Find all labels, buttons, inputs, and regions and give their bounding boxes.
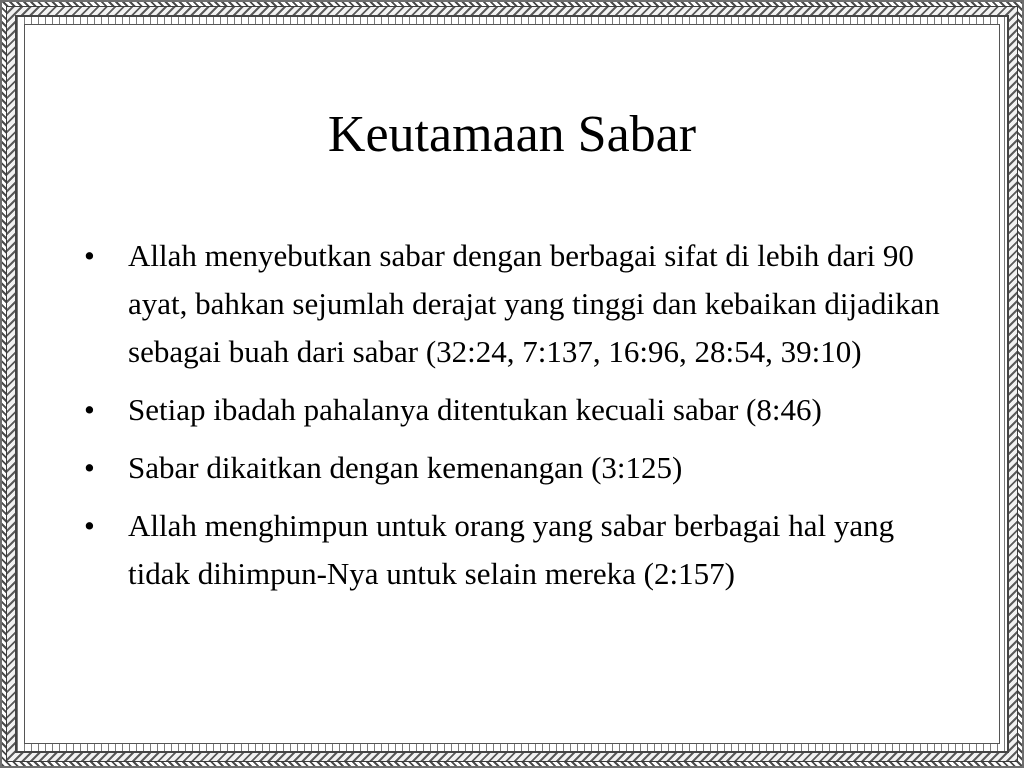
bullet-item: [84, 444, 954, 492]
bullet-text: Allah menghimpun untuk orang yang sabar berbagai hal yang tidak dihimpun-Nya untuk selain mereka (2:157): [128, 508, 895, 591]
bullet-text: Sabar dikaitkan dengan kemenangan (3:125): [128, 450, 683, 485]
bullet-icon: •: [84, 392, 95, 427]
bullet-item: [84, 502, 954, 598]
bullet-icon: •: [84, 238, 95, 273]
bullet-item: [84, 232, 954, 376]
bullet-icon: •: [84, 508, 95, 543]
bullet-text: Setiap ibadah pahalanya ditentukan kecuali sabar (8:46): [128, 392, 822, 427]
bullet-icon: •: [84, 450, 95, 485]
slide-title: Keutamaan Sabar: [327, 106, 697, 163]
bullet-text: Allah menyebutkan sabar dengan berbagai sifat di lebih dari 90 ayat, bahkan sejumlah derajat yang tinggi dan kebaikan dijadikan sebagai buah dari sabar (32:24, 7:137, 16:96, 28:54, 39:10): [128, 238, 940, 369]
bullet-list: [84, 232, 954, 608]
bullet-item: [84, 386, 954, 434]
